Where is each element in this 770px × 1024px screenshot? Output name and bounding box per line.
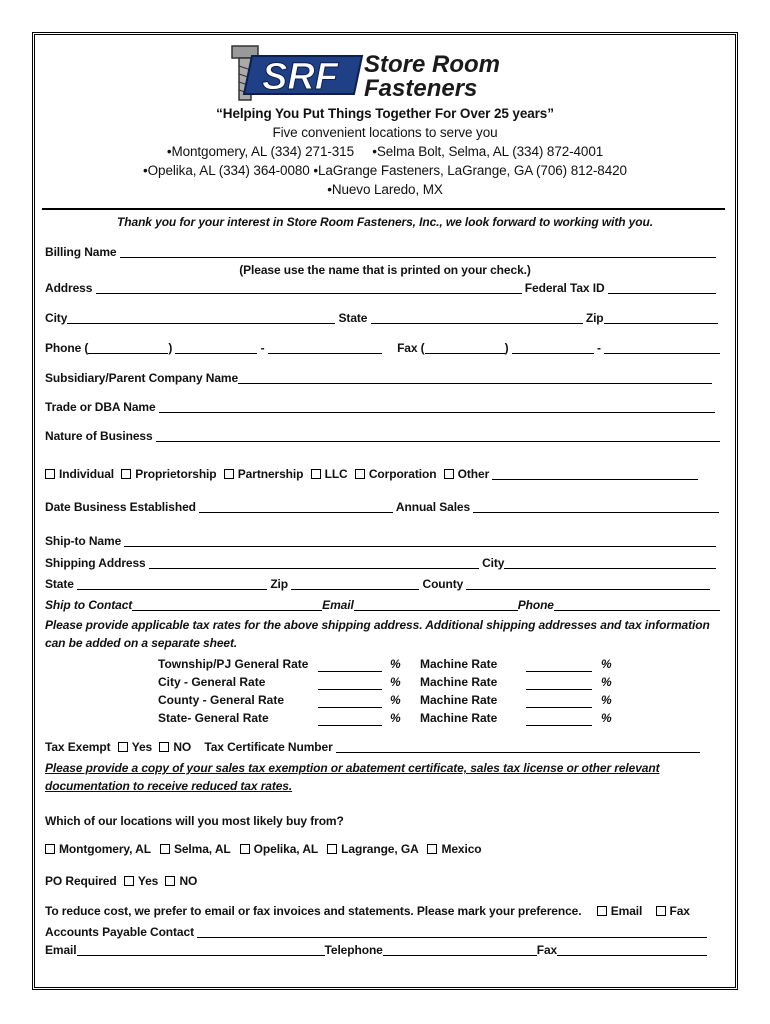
llc-checkbox[interactable] — [311, 469, 321, 479]
rate-field-state[interactable] — [318, 712, 382, 726]
montgomery-checkbox[interactable] — [45, 844, 55, 854]
shipping-address-field[interactable] — [149, 557, 479, 569]
shipping-city-label: City — [482, 556, 505, 570]
pct-symbol: % — [390, 711, 401, 725]
shipping-address-label: Shipping Address — [45, 556, 146, 570]
billing-name-note: (Please use the name that is printed on your check.) — [239, 263, 531, 277]
invoice-preference-row — [45, 904, 725, 918]
fax-pref-checkbox[interactable] — [656, 906, 666, 916]
phone-prefix-field[interactable] — [175, 342, 257, 354]
nature-label: Nature of Business — [45, 429, 153, 443]
ship-to-name-label: Ship-to Name — [45, 534, 122, 548]
zip-label: Zip — [585, 311, 604, 325]
date-established-field[interactable] — [199, 501, 393, 513]
city-label: City — [45, 311, 68, 325]
state-label: State — [338, 311, 368, 325]
ap-contact-row — [45, 925, 725, 939]
ship-phone-label: Phone — [517, 598, 554, 612]
tax-certificate-field[interactable] — [336, 741, 700, 753]
tagline: “Helping You Put Things Together For Over 25 years” — [216, 106, 554, 121]
rate-label-township: Township/PJ General Rate — [158, 657, 309, 671]
lagrange-checkbox[interactable] — [327, 844, 337, 854]
fax-label: Fax ( — [397, 341, 425, 355]
machine-rate-label-2: Machine Rate — [420, 675, 498, 689]
email-pref-checkbox[interactable] — [597, 906, 607, 916]
pct-symbol: % — [390, 693, 401, 707]
mexico-checkbox[interactable] — [427, 844, 437, 854]
tax-rates-note-1: Please provide applicable tax rates for the above shipping address. Additional shipping addresses and tax information — [45, 618, 710, 632]
ap-telephone-label: Telephone — [324, 943, 383, 957]
nature-field[interactable] — [156, 430, 720, 442]
other-label: Other — [457, 467, 490, 481]
fax-pref-label: Fax — [669, 904, 690, 918]
tax-exempt-no-label: NO — [173, 740, 192, 754]
locations-line-1: •Montgomery, AL (334) 271-315 •Selma Bolt, Selma, AL (334) 872-4001 — [166, 144, 604, 159]
tax-rates-note-2: can be added on a separate sheet. — [45, 636, 238, 650]
address-row — [45, 281, 725, 295]
po-required-label: PO Required — [45, 874, 117, 888]
billing-name-field[interactable] — [120, 246, 716, 258]
po-no-checkbox[interactable] — [165, 876, 175, 886]
phone-area-field[interactable] — [88, 342, 168, 354]
corporation-label: Corporation — [368, 467, 437, 481]
locations-intro: Five convenient locations to serve you — [272, 125, 498, 140]
logo-mark: SRF — [262, 56, 338, 98]
city-field[interactable] — [67, 312, 335, 324]
ap-contact-field[interactable] — [197, 926, 707, 938]
rate-field-county[interactable] — [318, 694, 382, 708]
tax-exempt-row — [45, 740, 725, 754]
phone-number-field[interactable] — [268, 342, 382, 354]
ship-contact-row — [45, 598, 725, 612]
ap-telephone-field[interactable] — [383, 944, 537, 956]
locations-question: Which of our locations will you most likely buy from? — [45, 814, 344, 828]
machine-rate-field-1[interactable] — [526, 658, 592, 672]
fax-prefix-field[interactable] — [512, 342, 594, 354]
ship-to-contact-field[interactable] — [132, 599, 322, 611]
montgomery-label: Montgomery, AL — [59, 842, 151, 856]
billing-name-row — [45, 245, 725, 259]
subsidiary-row — [45, 371, 725, 385]
ap-fax-label: Fax — [536, 943, 558, 957]
subsidiary-field[interactable] — [238, 372, 712, 384]
fax-area-field[interactable] — [425, 342, 505, 354]
rate-field-city[interactable] — [318, 676, 382, 690]
tax-certificate-label: Tax Certificate Number — [204, 740, 333, 754]
invoice-preference-text: To reduce cost, we prefer to email or fax invoices and statements. Please mark your preference. — [45, 904, 582, 918]
po-yes-checkbox[interactable] — [124, 876, 134, 886]
established-sales-row — [45, 500, 725, 514]
trade-dba-row — [45, 400, 725, 414]
selma-label: Selma, AL — [173, 842, 231, 856]
shipping-state-field[interactable] — [77, 578, 267, 590]
selma-checkbox[interactable] — [160, 844, 170, 854]
other-field[interactable] — [492, 468, 698, 480]
machine-rate-label-3: Machine Rate — [420, 693, 498, 707]
srf-logo — [222, 44, 562, 102]
zip-field[interactable] — [604, 312, 718, 324]
federal-tax-id-field[interactable] — [608, 282, 716, 294]
individual-checkbox[interactable] — [45, 469, 55, 479]
pct-symbol: % — [601, 693, 612, 707]
llc-label: LLC — [324, 467, 348, 481]
ship-email-field[interactable] — [354, 599, 518, 611]
shipping-state-label: State — [45, 577, 74, 591]
exemption-note-1: Please provide a copy of your sales tax exemption or abatement certificate, sales tax license or other relevant — [45, 761, 660, 775]
other-checkbox[interactable] — [444, 469, 454, 479]
federal-tax-id-label: Federal Tax ID — [524, 281, 605, 295]
pct-symbol: % — [601, 657, 612, 671]
address-label: Address — [45, 281, 93, 295]
shipping-county-label: County — [422, 577, 464, 591]
pct-symbol: % — [390, 657, 401, 671]
individual-label: Individual — [59, 467, 115, 481]
fax-number-field[interactable] — [604, 342, 720, 354]
opelika-checkbox[interactable] — [240, 844, 250, 854]
address-field[interactable] — [96, 282, 522, 294]
ap-email-field[interactable] — [77, 944, 325, 956]
exemption-note-2: documentation to receive reduced tax rates. — [45, 779, 293, 793]
opelika-label: Opelika, AL — [253, 842, 318, 856]
ship-to-contact-label: Ship to Contact — [45, 598, 133, 612]
rate-label-state: State- General Rate — [158, 711, 269, 725]
mexico-label: Mexico — [441, 842, 482, 856]
trade-dba-label: Trade or DBA Name — [45, 400, 156, 414]
locations-line-2: •Opelika, AL (334) 364-0080 •LaGrange Fasteners, LaGrange, GA (706) 812-8420 — [143, 163, 627, 178]
po-yes-label: Yes — [137, 874, 159, 888]
lagrange-label: Lagrange, GA — [341, 842, 419, 856]
logo-name-line1: Store Room — [364, 51, 501, 78]
partnership-label: Partnership — [237, 467, 304, 481]
date-established-label: Date Business Established — [45, 500, 196, 514]
pct-symbol: % — [390, 675, 401, 689]
phone-label: Phone ( — [45, 341, 89, 355]
machine-rate-field-3[interactable] — [526, 694, 592, 708]
machine-rate-field-2[interactable] — [526, 676, 592, 690]
shipping-city-field[interactable] — [504, 557, 716, 569]
shipping-county-field[interactable] — [466, 578, 710, 590]
ship-to-name-row — [45, 534, 725, 548]
trade-dba-field[interactable] — [159, 401, 715, 413]
shipping-state-row — [45, 577, 725, 591]
rate-label-county: County - General Rate — [158, 693, 285, 707]
ap-contact-label: Accounts Payable Contact — [45, 925, 194, 939]
corporation-checkbox[interactable] — [355, 469, 365, 479]
locations-line-3: •Nuevo Laredo, MX — [327, 182, 443, 197]
ship-email-label: Email — [322, 598, 354, 612]
logo-name-line2: Fasteners — [364, 75, 478, 102]
header-divider — [42, 208, 725, 210]
ship-to-name-field[interactable] — [124, 535, 716, 547]
entity-type-row — [45, 467, 725, 481]
ap-details-row — [45, 943, 725, 957]
phone-fax-row: Phone ( ) - Fax ( ) - — [45, 341, 725, 355]
pct-symbol: % — [601, 711, 612, 725]
shipping-address-row — [45, 556, 725, 570]
tax-exempt-yes-label: Yes — [131, 740, 153, 754]
shipping-zip-field[interactable] — [291, 578, 419, 590]
machine-rate-field-4[interactable] — [526, 712, 592, 726]
annual-sales-field[interactable] — [473, 501, 719, 513]
city-state-zip-row — [45, 311, 725, 325]
rate-field-township[interactable] — [318, 658, 382, 672]
pct-symbol: % — [601, 675, 612, 689]
shipping-zip-label: Zip — [270, 577, 289, 591]
tax-exempt-yes-checkbox[interactable] — [118, 742, 128, 752]
po-required-row — [45, 874, 725, 888]
machine-rate-label-4: Machine Rate — [420, 711, 498, 725]
partnership-checkbox[interactable] — [224, 469, 234, 479]
subsidiary-label: Subsidiary/Parent Company Name — [45, 371, 239, 385]
tax-exempt-label: Tax Exempt — [45, 740, 111, 754]
ap-fax-field[interactable] — [557, 944, 707, 956]
proprietorship-checkbox[interactable] — [121, 469, 131, 479]
machine-rate-label-1: Machine Rate — [420, 657, 498, 671]
rate-label-city: City - General Rate — [158, 675, 266, 689]
email-pref-label: Email — [610, 904, 643, 918]
po-no-label: NO — [179, 874, 198, 888]
ap-email-label: Email — [45, 943, 77, 957]
thank-you-note: Thank you for your interest in Store Room Fasteners, Inc., we look forward to working with you. — [117, 215, 653, 229]
ship-phone-field[interactable] — [554, 599, 720, 611]
annual-sales-label: Annual Sales — [395, 500, 471, 514]
tax-exempt-no-checkbox[interactable] — [159, 742, 169, 752]
billing-name-label: Billing Name — [45, 245, 117, 259]
state-field[interactable] — [371, 312, 583, 324]
nature-row — [45, 429, 725, 443]
location-options-row — [45, 842, 725, 856]
proprietorship-label: Proprietorship — [135, 467, 217, 481]
